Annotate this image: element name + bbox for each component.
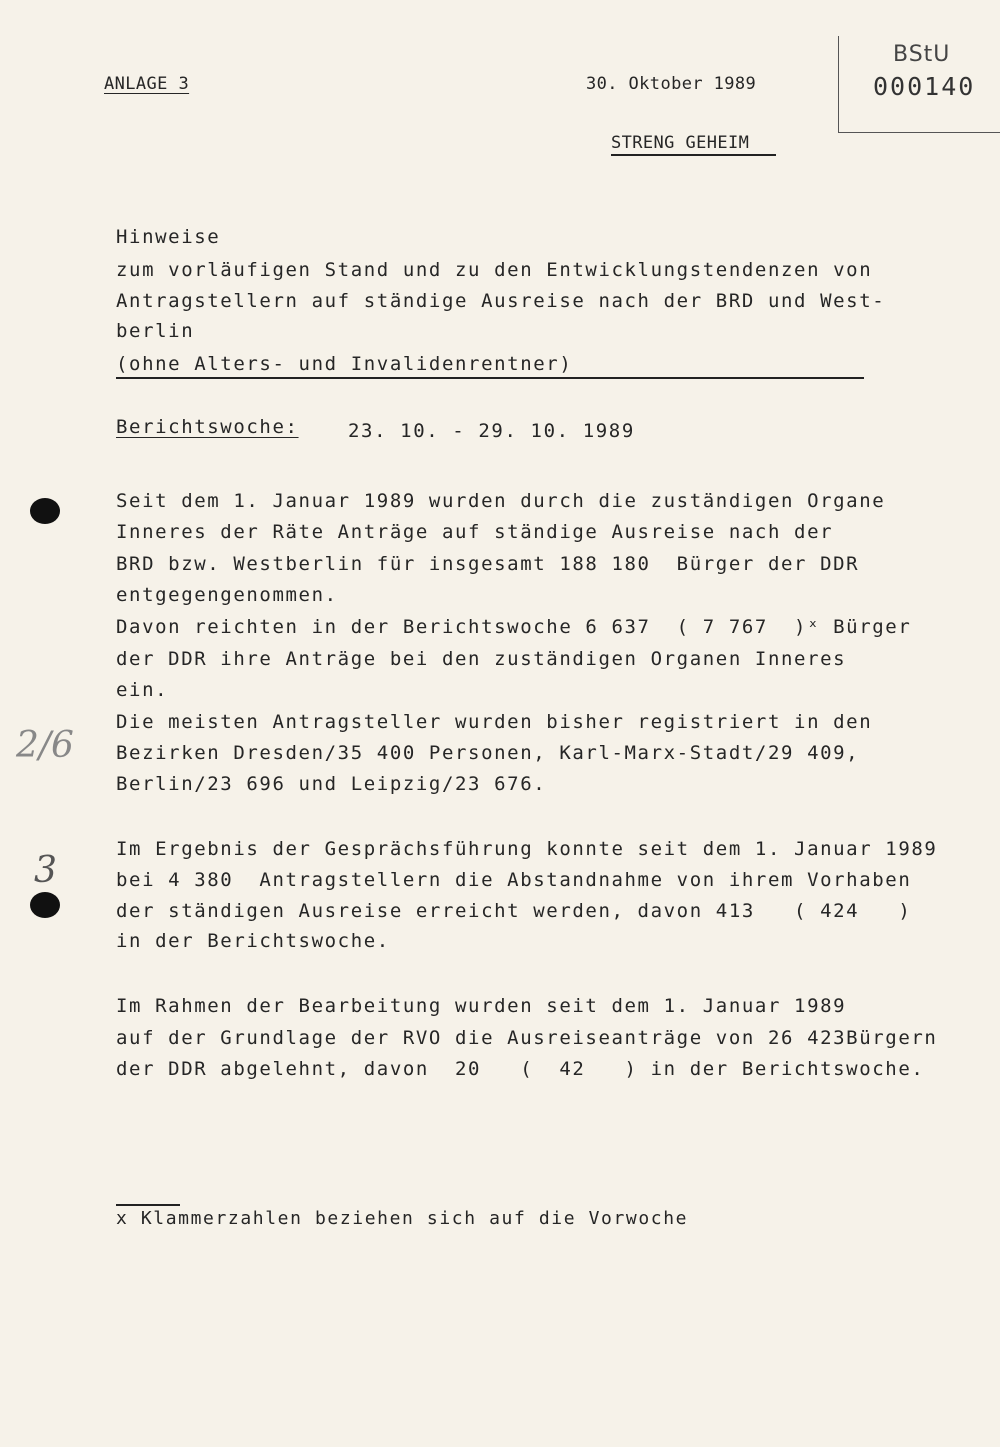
para1-line-9: Bezirken Dresden/35 400 Personen, Karl-Marx-Stadt/29 409, xyxy=(116,742,860,764)
para2-line-2: bei 4 380 Antragstellern die Abstandnahme von ihrem Vorhaben xyxy=(116,869,912,891)
para1-line-10: Berlin/23 696 und Leipzig/23 676. xyxy=(116,773,547,795)
report-week-label: Berichtswoche: xyxy=(116,416,299,438)
para1-line-7: ein. xyxy=(116,679,169,701)
margin-note-1: 2/6 xyxy=(16,725,74,766)
report-week-value: 23. 10. - 29. 10. 1989 xyxy=(348,420,635,442)
para3-line-2: auf der Grundlage der RVO die Ausreiseanträge von 26 423Bürgern xyxy=(116,1027,938,1049)
title-line-2: zum vorläufigen Stand und zu den Entwicklungstendenzen von xyxy=(116,259,873,281)
para2-line-3: der ständigen Ausreise erreicht werden, davon 413 ( 424 ) xyxy=(116,900,912,922)
para1-line-1: Seit dem 1. Januar 1989 wurden durch die zuständigen Organe xyxy=(116,490,886,512)
document-date: 30. Oktober 1989 xyxy=(586,74,757,94)
title-line-3: Antragstellern auf ständige Ausreise nach der BRD und West- xyxy=(116,290,886,312)
margin-note-2: 3 xyxy=(34,850,57,891)
stamp-label: BStU xyxy=(893,42,951,67)
para3-line-3: der DDR abgelehnt, davon 20 ( 42 ) in der Berichtswoche. xyxy=(116,1058,925,1080)
title-line-4: berlin xyxy=(116,320,195,342)
footnote-rule xyxy=(116,1204,180,1206)
para1-line-2: Inneres der Räte Anträge auf ständige Ausreise nach der xyxy=(116,521,834,543)
para1-line-6: der DDR ihre Anträge bei den zuständigen Organen Inneres xyxy=(116,648,847,670)
stamp-number: 000140 xyxy=(873,72,976,101)
footnote-text: x Klammerzahlen beziehen sich auf die Vorwoche xyxy=(116,1208,689,1229)
para2-line-1: Im Ergebnis der Gesprächsführung konnte seit dem 1. Januar 1989 xyxy=(116,838,938,860)
classification-underline xyxy=(611,154,776,156)
punch-hole-top xyxy=(30,498,60,524)
punch-hole-bottom xyxy=(30,892,60,918)
para1-line-8: Die meisten Antragsteller wurden bisher registriert in den xyxy=(116,711,873,733)
classification-label: STRENG GEHEIM xyxy=(611,133,750,153)
title-line-5: (ohne Alters- und Invalidenrentner) xyxy=(116,353,573,375)
para1-line-3: BRD bzw. Westberlin für insgesamt 188 180 Bürger der DDR xyxy=(116,553,860,575)
title-underline xyxy=(116,377,864,379)
para3-line-1: Im Rahmen der Bearbeitung wurden seit dem 1. Januar 1989 xyxy=(116,995,847,1017)
para1-line-4: entgegengenommen. xyxy=(116,584,338,606)
anlage-label: ANLAGE 3 xyxy=(104,74,190,94)
title-line-1: Hinweise xyxy=(116,226,221,248)
para2-line-4: in der Berichtswoche. xyxy=(116,930,390,952)
para1-line-5: Davon reichten in der Berichtswoche 6 637 ( 7 767 )ˣ Bürger xyxy=(116,616,912,638)
